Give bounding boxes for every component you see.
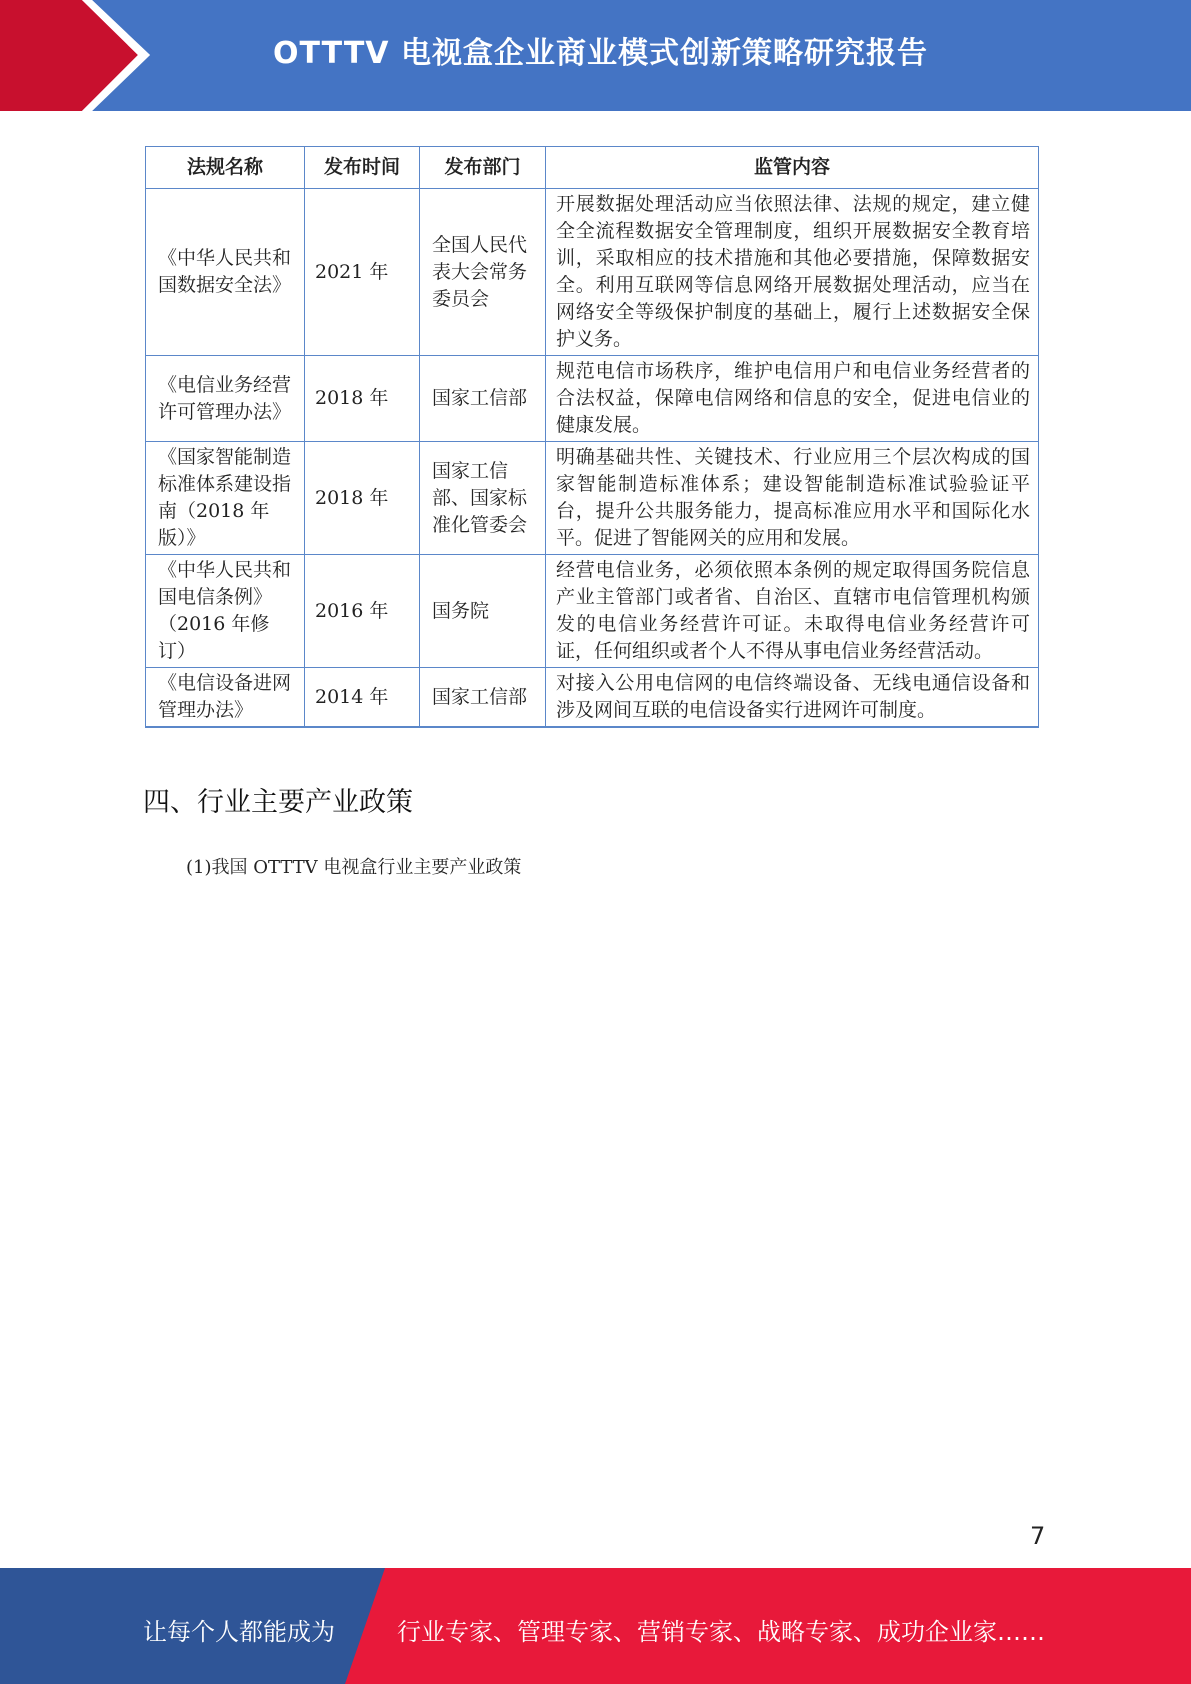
table-row xyxy=(146,555,1039,668)
section-heading: 四、行业主要产业政策 xyxy=(143,787,413,818)
regulation-year: 2016 年 xyxy=(305,555,420,668)
regulation-dept: 国务院 xyxy=(420,555,546,668)
column-header-content: 监管内容 xyxy=(546,147,1039,189)
regulation-content: 经营电信业务，必须依照本条例的规定取得国务院信息产业主管部门或者省、自治区、直辖市电信管理机构颁发的电信业务经营许可证。未取得电信业务经营许可证，任何组织或者个人不得从事电信业务经营活动。 xyxy=(546,555,1039,668)
regulation-content: 对接入公用电信网的电信终端设备、无线电通信设备和涉及网间互联的电信设备实行进网许可制度。 xyxy=(546,668,1039,728)
section-subheading: (1)我国 OTTTV 电视盒行业主要产业政策 xyxy=(186,857,522,878)
regulation-name: 《电信业务经营许可管理办法》 xyxy=(146,356,305,442)
table-row xyxy=(146,668,1039,728)
regulation-year: 2018 年 xyxy=(305,356,420,442)
page-header xyxy=(0,0,1191,111)
report-title: OTTTV 电视盒企业商业模式创新策略研究报告 xyxy=(273,36,928,71)
regulation-dept: 全国人民代表大会常务委员会 xyxy=(420,189,546,356)
regulation-table xyxy=(145,146,1039,728)
regulation-name: 《中华人民共和国数据安全法》 xyxy=(146,189,305,356)
regulation-name: 《电信设备进网管理办法》 xyxy=(146,668,305,728)
regulation-name: 《国家智能制造标准体系建设指南（2018 年版）》 xyxy=(146,442,305,555)
regulation-year: 2018 年 xyxy=(305,442,420,555)
table-row xyxy=(146,189,1039,356)
column-header-dept: 发布部门 xyxy=(420,147,546,189)
regulation-dept: 国家工信部 xyxy=(420,668,546,728)
column-header-name: 法规名称 xyxy=(146,147,305,189)
footer-slogan-right: 行业专家、管理专家、营销专家、战略专家、成功企业家…… xyxy=(397,1618,1045,1646)
footer-slogan-left: 让每个人都能成为 xyxy=(143,1618,335,1646)
column-header-year: 发布时间 xyxy=(305,147,420,189)
page-footer xyxy=(0,1568,1191,1684)
regulation-content: 规范电信市场秩序，维护电信用户和电信业务经营者的合法权益，保障电信网络和信息的安全，促进电信业的健康发展。 xyxy=(546,356,1039,442)
table-row xyxy=(146,356,1039,442)
table-header-row xyxy=(146,147,1039,189)
regulation-dept: 国家工信部 xyxy=(420,356,546,442)
regulation-year: 2021 年 xyxy=(305,189,420,356)
regulation-name: 《中华人民共和国电信条例》（2016 年修订） xyxy=(146,555,305,668)
page-number: 7 xyxy=(1030,1522,1046,1550)
regulation-year: 2014 年 xyxy=(305,668,420,728)
regulation-content: 明确基础共性、关键技术、行业应用三个层次构成的国家智能制造标准体系；建设智能制造标准试验验证平台，提升公共服务能力，提高标准应用水平和国际化水平。促进了智能网关的应用和发展。 xyxy=(546,442,1039,555)
regulation-dept: 国家工信部、国家标准化管委会 xyxy=(420,442,546,555)
table-row xyxy=(146,442,1039,555)
regulation-content: 开展数据处理活动应当依照法律、法规的规定，建立健全全流程数据安全管理制度，组织开展数据安全教育培训，采取相应的技术措施和其他必要措施，保障数据安全。利用互联网等信息网络开展数据处理活动，应当在网络安全等级保护制度的基础上，履行上述数据安全保护义务。 xyxy=(546,189,1039,356)
